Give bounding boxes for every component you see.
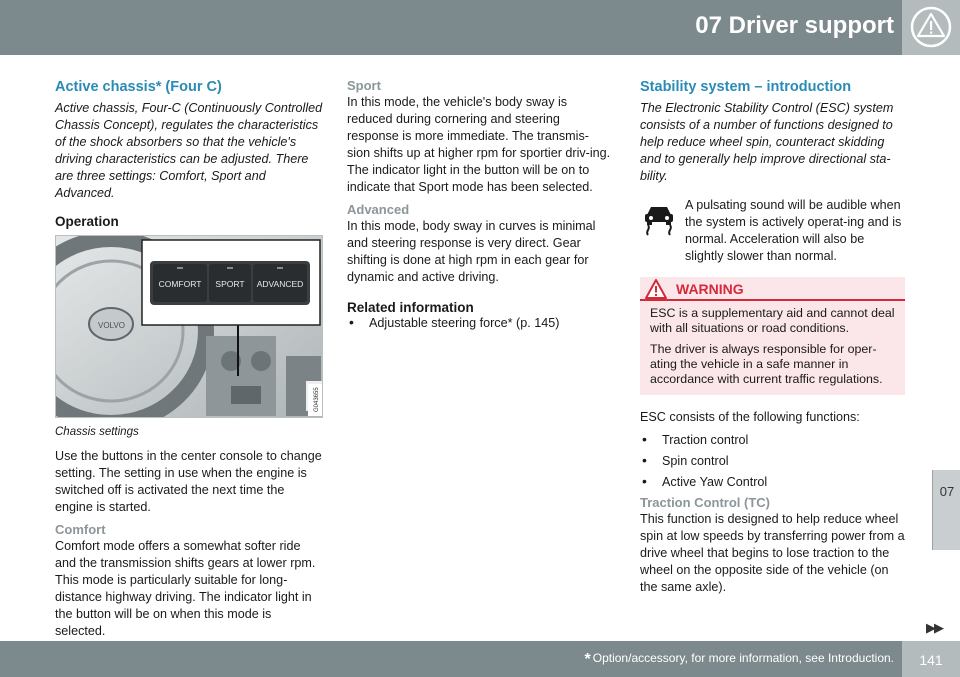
warning-text-1: ESC is a supplementary aid and cannot deal with all situations or road conditions. bbox=[650, 306, 895, 335]
chapter-icon-box bbox=[902, 0, 960, 55]
related-list bbox=[347, 315, 612, 332]
chassis-settings-photo bbox=[55, 235, 323, 418]
operation-heading: Operation bbox=[55, 214, 119, 229]
chapter-title: 07 Driver support bbox=[695, 12, 894, 39]
section-heading-stability: Stability system – introduction bbox=[640, 79, 852, 95]
related-information-heading: Related information bbox=[347, 300, 474, 315]
comfort-text: Comfort mode offers a somewhat softer ride and the transmission shifts gears at lower rpm. This mode is particularly suitable for long-distance highway driving. The indicator light in the button will be on when this mode is selected. bbox=[55, 539, 316, 638]
comfort-label: COMFORT bbox=[158, 279, 202, 289]
traction-control-heading: Traction Control (TC) bbox=[640, 495, 770, 510]
esc-indicator-row bbox=[640, 197, 905, 267]
warning-icon bbox=[644, 278, 668, 300]
advanced-heading: Advanced bbox=[347, 202, 410, 217]
column-right bbox=[640, 78, 905, 596]
column-middle bbox=[347, 78, 612, 332]
section-heading-active-chassis: Active chassis* (Four C) bbox=[55, 79, 222, 95]
warning-box bbox=[640, 277, 905, 395]
advanced-label: ADVANCED bbox=[256, 279, 304, 289]
advanced-text: In this mode, body sway in curves is minimal and steering response is very direct. Gear shifting is done at high rpm in each gear for dynamic and active driving. bbox=[347, 219, 596, 284]
function-item: • Traction control bbox=[640, 432, 905, 449]
warning-text-2: The driver is always responsible for oper-ating the vehicle in a safe manner in accordance with current traffic regulations. bbox=[650, 342, 883, 386]
warning-header bbox=[640, 277, 905, 301]
chapter-side-tab[interactable] bbox=[932, 470, 960, 550]
skidding-car-icon bbox=[640, 201, 678, 237]
functions-intro: ESC consists of the following functions: bbox=[640, 410, 860, 424]
function-item: • Active Yaw Control bbox=[640, 474, 905, 491]
page-footer bbox=[0, 641, 960, 677]
traction-control-text: This function is designed to help reduce wheel spin at low speeds by transferring power from a drive wheel that begins to lose traction to the wheel on the opposite side of the vehicle (on the same axle). bbox=[640, 512, 905, 594]
active-chassis-intro: Active chassis, Four-C (Continuously Controlled Chassis Concept), regulates the characteristics of the shock absorbers so that the vehicle's driving characteristics can be adjusted. There are three settings: Comfort, Sport and Advanced. bbox=[55, 101, 323, 200]
comfort-heading: Comfort bbox=[55, 522, 106, 537]
esc-indicator-text: A pulsating sound will be audible when the system is actively operat-ing and is normal. Acceleration will also be slightly slower than normal. bbox=[685, 198, 902, 263]
chapter-side-tab-label: 07 bbox=[939, 484, 955, 499]
svg-text:VOLVO: VOLVO bbox=[98, 321, 125, 330]
page-number: 141 bbox=[902, 641, 960, 677]
center-console-illustration bbox=[56, 236, 323, 418]
next-page-arrows-icon: ▶▶ bbox=[926, 620, 942, 635]
warning-title: WARNING bbox=[676, 281, 744, 297]
photo-caption: Chassis settings bbox=[55, 426, 139, 438]
column-left bbox=[55, 78, 323, 640]
stability-intro: The Electronic Stability Control (ESC) system consists of a number of functions designed to help reduce wheel spin, counteract skidding and to generally help improve directional sta-bility. bbox=[640, 101, 894, 183]
related-link-steering-force[interactable]: • Adjustable steering force* (p. 145) bbox=[347, 315, 612, 332]
sport-label: SPORT bbox=[215, 279, 245, 289]
sport-text: In this mode, the vehicle's body sway is reduced during cornering and steering response is more immediate. The transmis-sion shifts up at higher rpm for sportier driv-ing. The indicator light in the button will be on to indicate that Sport mode has been selected. bbox=[347, 95, 611, 194]
esc-functions-list bbox=[640, 432, 905, 491]
warning-body bbox=[640, 301, 905, 395]
operation-text: Use the buttons in the center console to change setting. The setting in use when the engine is switched off is activated the next time the engine is started. bbox=[55, 449, 322, 514]
footer-note-text: Option/accessory, for more information, see Introduction. bbox=[592, 651, 894, 665]
page-header bbox=[0, 0, 960, 55]
function-item: • Spin control bbox=[640, 453, 905, 470]
image-code: G043655 bbox=[314, 387, 320, 412]
warning-triangle-icon bbox=[910, 5, 952, 49]
sport-heading: Sport bbox=[347, 78, 381, 93]
footer-note bbox=[585, 651, 894, 669]
footer-star: * bbox=[584, 651, 591, 668]
